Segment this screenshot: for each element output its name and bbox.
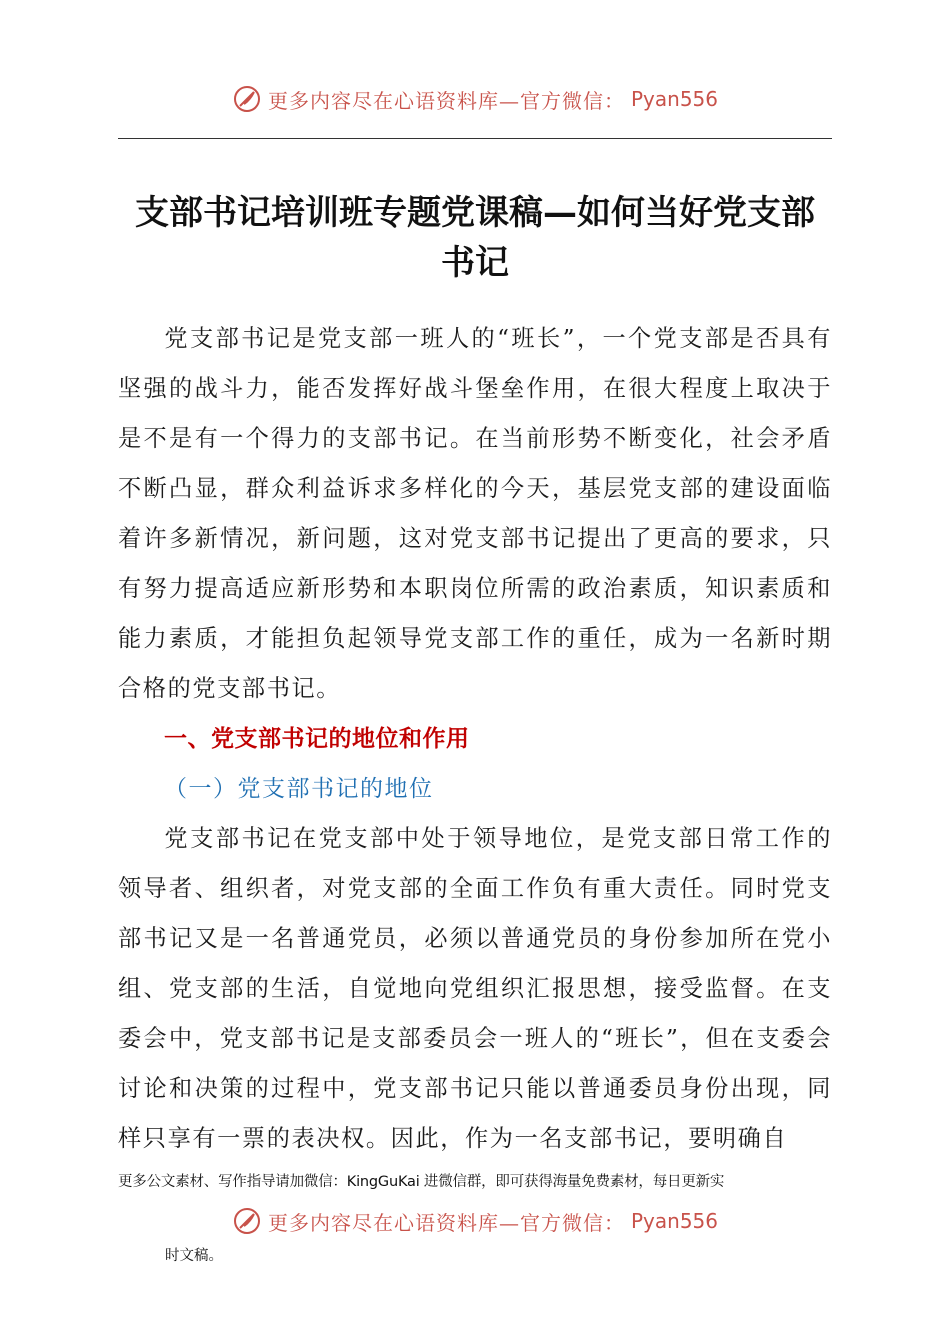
body-paragraph-2: 党支部书记在党支部中处于领导地位，是党支部日常工作的领导者、组织者，对党支部的全面工作负有重大责任。同时党支部书记又是一名普通党员，必须以普通党员的身份参加所在党小组、党支部的生活，自觉地向党组织汇报思想，接受监督。在支委会中，党支部书记是支部委员会一班人的“班长”，但在支委会讨论和决策的过程中，党支部书记只能以普通委员身份出现，同样只享有一票的表决权。因此，作为一名支部书记，要明确自 — [118, 825, 832, 1152]
watermark-top — [0, 84, 950, 114]
quill-logo-icon — [232, 1206, 262, 1236]
header-divider — [118, 138, 832, 139]
subsection-heading-1: （一）党支部书记的地位 — [164, 776, 434, 802]
quill-logo-icon — [232, 84, 262, 114]
watermark-text: 更多内容尽在心语资料库—官方微信： — [267, 88, 625, 113]
watermark-text: 更多内容尽在心语资料库—官方微信： — [267, 1210, 625, 1235]
document-title — [118, 188, 832, 288]
footer-promo-line-2: 时文稿。 — [165, 1248, 223, 1264]
section-heading-1: 一、党支部书记的地位和作用 — [164, 726, 470, 752]
document-body — [118, 314, 832, 1164]
intro-paragraph: 党支部书记是党支部一班人的“班长”，一个党支部是否具有坚强的战斗力，能否发挥好战斗堡垒作用，在很大程度上取决于是不是有一个得力的支部书记。在当前形势不断变化，社会矛盾不断凸显，群众利益诉求多样化的今天，基层党支部的建设面临着许多新情况，新问题，这对党支部书记提出了更高的要求，只有努力提高适应新形势和本职岗位所需的政治素质，知识素质和能力素质，才能担负起领导党支部工作的重任，成为一名新时期合格的党支部书记。 — [118, 325, 832, 702]
title-line-2: 书记 — [441, 243, 509, 283]
title-line-1: 支部书记培训班专题党课稿—如何当好党支部 — [135, 193, 815, 233]
watermark-bottom — [0, 1206, 950, 1236]
watermark-wechat-id: Pyan556 — [630, 87, 718, 111]
footer-promo-line-1: 更多公文素材、写作指导请加微信：KingGuKai 进微信群，即可获得海量免费素材，每日更新实 — [118, 1174, 725, 1190]
watermark-wechat-id: Pyan556 — [630, 1209, 718, 1233]
